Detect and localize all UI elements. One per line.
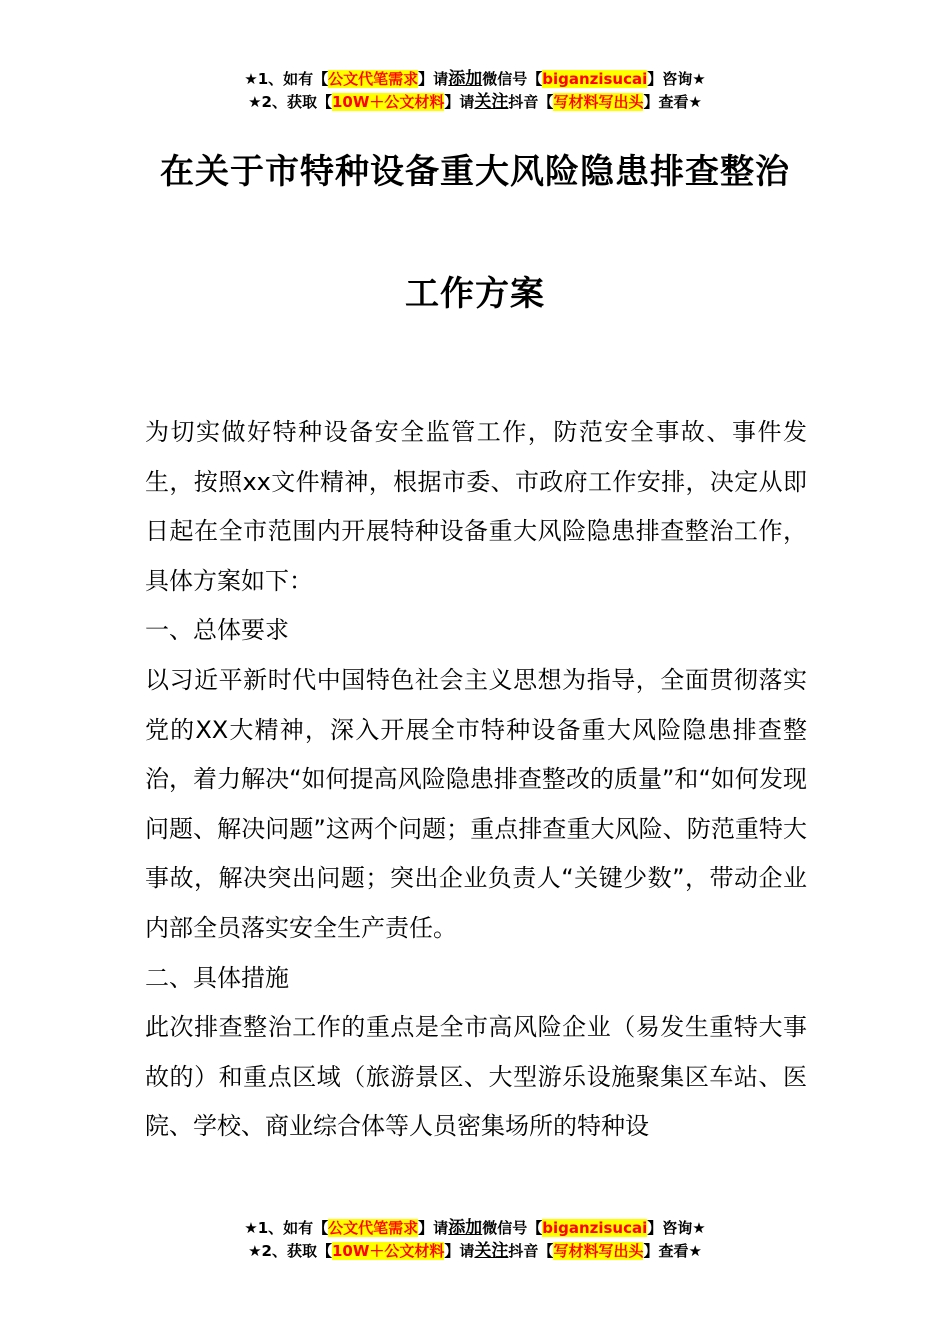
promo-underline: 添加 xyxy=(448,1218,483,1238)
promo-line-1: ★1、如有【公文代笔需求】请添加微信号【biganzisucai】咨询★ xyxy=(244,1218,706,1238)
promo-line-1: ★1、如有【公文代笔需求】请添加微信号【biganzisucai】咨询★ xyxy=(244,69,706,89)
promo-wechat-id: biganzisucai xyxy=(542,70,648,88)
promo-highlight: 10W＋公文材料 xyxy=(331,1242,445,1260)
promo-douyin-id: 写材料写出头 xyxy=(553,93,644,111)
promo-underline: 关注 xyxy=(474,1241,509,1261)
top-promo-banner xyxy=(0,68,950,114)
promo-highlight: 公文代笔需求 xyxy=(328,70,419,88)
promo-highlight: 10W＋公文材料 xyxy=(331,93,445,111)
promo-underline: 关注 xyxy=(474,92,509,112)
document-title-line-2: 工作方案 xyxy=(405,274,545,314)
promo-highlight: 公文代笔需求 xyxy=(328,1219,419,1237)
promo-underline: 添加 xyxy=(448,69,483,89)
section-1-paragraph: 以习近平新时代中国特色社会主义思想为指导，全面贯彻落实党的XX大精神，深入开展全市特种设备重大风险隐患排查整治，着力解决“如何提高风险隐患排查整改的质量”和“如何发现问题、解决问题”这两个问题；重点排查重大风险、防范重特大事故，解决突出问题；突出企业负责人“关键少数”，带动企业内部全员落实安全生产责任。 xyxy=(145,665,807,942)
section-heading-2: 二、具体措施 xyxy=(145,963,289,992)
bottom-promo-banner xyxy=(0,1217,950,1263)
intro-paragraph: 为切实做好特种设备安全监管工作，防范安全事故、事件发生，按照xx文件精神，根据市委、市政府工作安排，决定从即日起在全市范围内开展特种设备重大风险隐患排查整治工作，具体方案如下： xyxy=(145,418,807,595)
section-heading-1: 一、总体要求 xyxy=(145,616,289,645)
section-2-paragraph: 此次排查整治工作的重点是全市高风险企业（易发生重特大事故的）和重点区域（旅游景区、大型游乐设施聚集区车站、医院、学校、商业综合体等人员密集场所的特种设 xyxy=(145,1013,807,1141)
promo-line-2: ★2、获取【10W＋公文材料】请关注抖音【写材料写出头】查看★ xyxy=(248,1241,702,1261)
promo-line-2: ★2、获取【10W＋公文材料】请关注抖音【写材料写出头】查看★ xyxy=(248,92,702,112)
document-body xyxy=(145,408,807,1152)
promo-douyin-id: 写材料写出头 xyxy=(553,1242,644,1260)
document-title-line-1: 在关于市特种设备重大风险隐患排查整治 xyxy=(160,152,790,192)
promo-wechat-id: biganzisucai xyxy=(542,1219,648,1237)
